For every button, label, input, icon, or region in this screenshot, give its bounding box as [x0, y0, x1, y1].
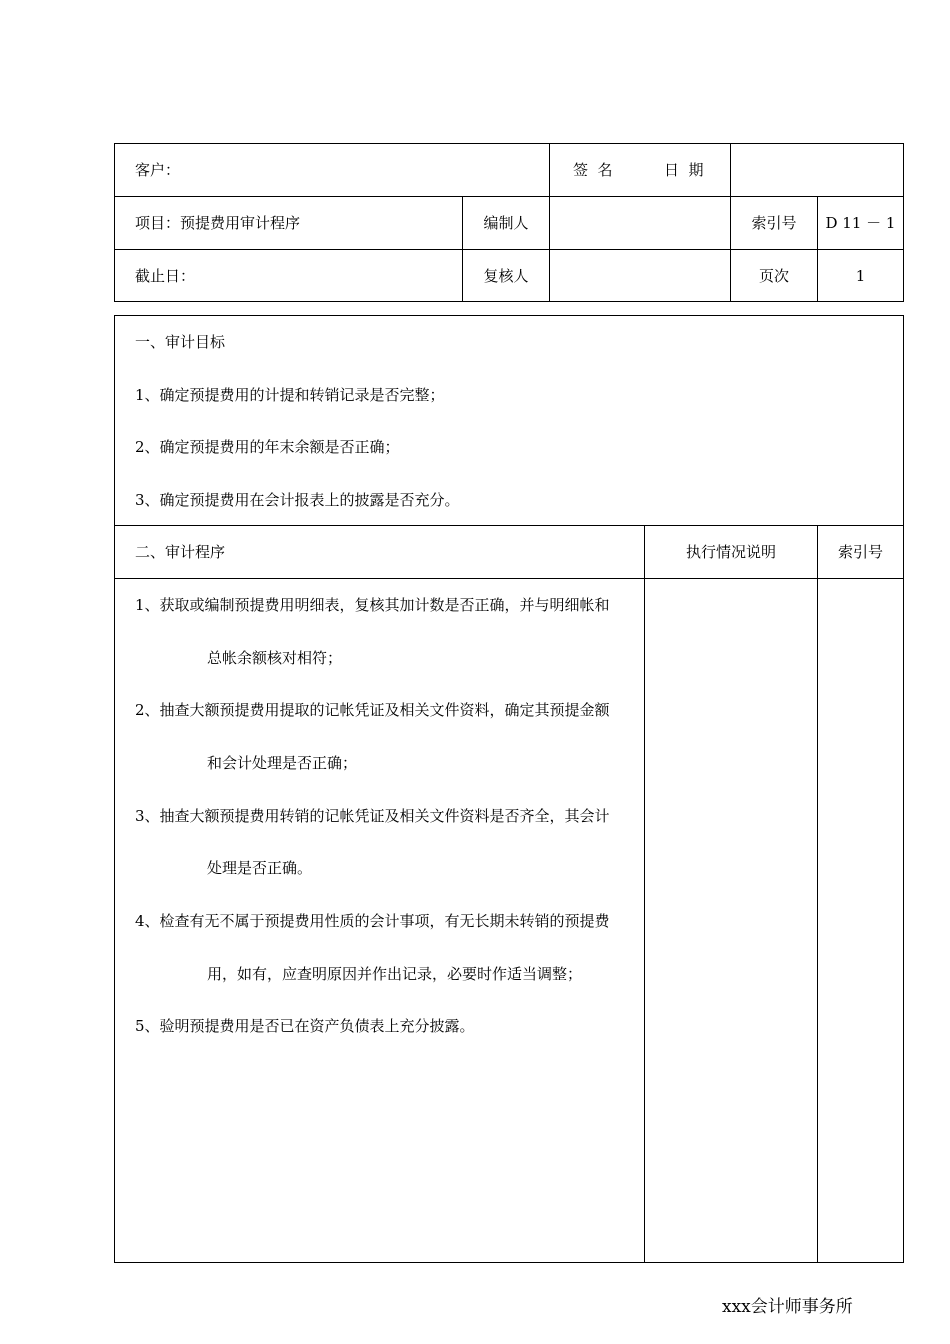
procedures-title: 二、审计程序 [135, 543, 226, 561]
objectives-bottom-border [114, 525, 904, 526]
procedure-line: 2、抽查大额预提费用提取的记帐凭证及相关文件资料，确定其预提金额 [135, 701, 610, 719]
objective-item: 3、确定预提费用在会计报表上的披露是否充分。 [135, 491, 460, 509]
main-top-border [114, 315, 904, 316]
header-top-border [114, 143, 904, 144]
index-value: D 11 － 1 [825, 214, 896, 232]
procedure-line: 1、获取或编制预提费用明细表，复核其加计数是否正确，并与明细帐和 [135, 596, 610, 614]
objective-item: 1、确定预提费用的计提和转销记录是否完整； [135, 386, 445, 404]
procedure-line: 用，如有，应查明原因并作出记录，必要时作适当调整； [207, 965, 583, 983]
procedure-line: 3、抽查大额预提费用转销的记帐凭证及相关文件资料是否齐全，其会计 [135, 807, 610, 825]
header-col-divider-1 [462, 196, 463, 302]
main-col-divider-2 [817, 525, 818, 1263]
objectives-title: 一、审计目标 [135, 333, 226, 351]
date-label: 日 期 [664, 161, 704, 179]
procedures-header-bottom-border [114, 578, 904, 579]
procedure-line: 处理是否正确。 [207, 859, 313, 877]
procedure-line: 5、验明预提费用是否已在资产负债表上充分披露。 [135, 1017, 475, 1035]
procedure-line: 和会计处理是否正确； [207, 754, 358, 772]
procedure-line: 4、检查有无不属于预提费用性质的会计事项，有无长期未转销的预提费 [135, 912, 610, 930]
main-bottom-border [114, 1262, 904, 1263]
cutoff-label: 截止日： [135, 267, 196, 285]
objective-item: 2、确定预提费用的年末余额是否正确； [135, 438, 400, 456]
execution-column-header: 执行情况说明 [685, 543, 776, 561]
reviewer-label: 复核人 [483, 267, 529, 285]
header-row2-border [114, 249, 904, 250]
page-value: 1 [855, 267, 866, 285]
header-bottom-border [114, 301, 904, 302]
main-col-divider-1 [644, 525, 645, 1263]
firm-name-footer: xxx会计师事务所 [722, 1297, 853, 1317]
client-label: 客户： [135, 161, 181, 179]
index-column-header: 索引号 [837, 543, 883, 561]
main-left-border [114, 315, 115, 1263]
header-right-border [903, 143, 904, 302]
page-label: 页次 [758, 267, 789, 285]
project-label: 项目：预提费用审计程序 [135, 214, 301, 232]
index-label: 索引号 [751, 214, 797, 232]
header-col-divider-2 [549, 143, 550, 302]
header-left-border [114, 143, 115, 302]
header-col-divider-4 [817, 196, 818, 302]
sign-label: 签 名 [573, 161, 613, 179]
procedure-line: 总帐余额核对相符； [207, 649, 343, 667]
preparer-label: 编制人 [483, 214, 529, 232]
main-right-border [903, 315, 904, 1263]
header-row1-border [114, 196, 904, 197]
